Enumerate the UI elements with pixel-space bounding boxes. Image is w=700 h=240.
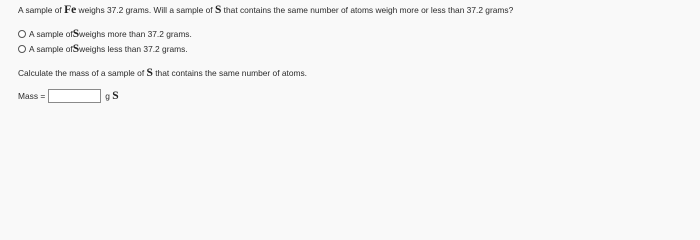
option-less-pre: A sample of bbox=[29, 44, 73, 54]
mass-input[interactable] bbox=[48, 89, 101, 103]
element-fe: Fe bbox=[64, 4, 77, 16]
mass-label: Mass = bbox=[18, 91, 46, 101]
unit-grams: g bbox=[105, 91, 113, 101]
question-pre: A sample of bbox=[18, 5, 65, 15]
element-s: S bbox=[72, 43, 80, 55]
question-mid: weighs 37.2 grams. Will a sample of bbox=[76, 5, 215, 15]
element-s: S bbox=[146, 67, 153, 79]
option-more-pre: A sample of bbox=[29, 29, 73, 39]
calculate-prompt bbox=[18, 67, 307, 79]
element-s: S bbox=[112, 90, 119, 102]
radio-button[interactable] bbox=[18, 45, 26, 53]
option-less[interactable] bbox=[18, 43, 188, 55]
option-less-post: weighs less than 37.2 grams. bbox=[79, 44, 188, 54]
question-post: that contains the same number of atoms weigh more or less than 37.2 grams? bbox=[221, 5, 514, 15]
mass-unit bbox=[105, 90, 118, 102]
element-s: S bbox=[214, 4, 222, 16]
option-more[interactable] bbox=[18, 28, 192, 40]
question-text bbox=[18, 4, 513, 16]
radio-button[interactable] bbox=[18, 30, 26, 38]
option-more-post: weighs more than 37.2 grams. bbox=[79, 29, 192, 39]
calculate-pre: Calculate the mass of a sample of bbox=[18, 68, 147, 78]
element-s: S bbox=[72, 28, 80, 40]
calculate-post: that contains the same number of atoms. bbox=[152, 68, 307, 78]
mass-row bbox=[18, 89, 119, 103]
